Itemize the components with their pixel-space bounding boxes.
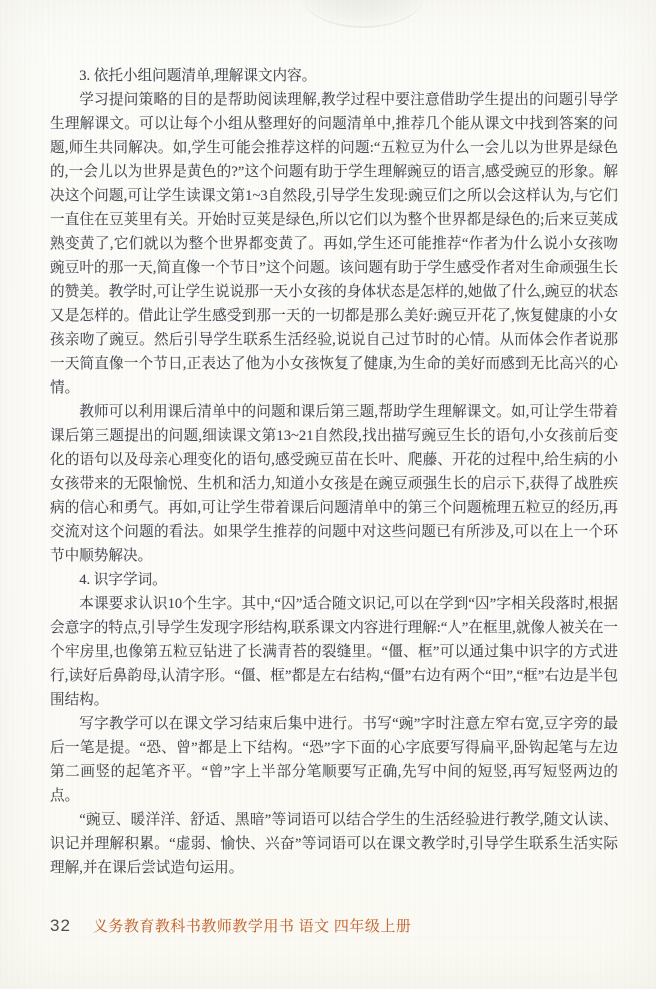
book-title: 义务教育教科书教师教学用书 语文 四年级上册 [92,919,412,935]
paragraph-character-recognition: 本课要求认识10个生字。其中,“囚”适合随文识记,可以在学到“囚”字相关段落时,根据会意字的特点,引导学生发现字形结构,联系课文内容进行理解:“人”在框里,就像人被关在一个牢房里,也像第五粒豆钻进了长满青苔的裂缝里。“僵、框”可以通过集中识字的方式进行,读好后鼻韵母,认清字形。“僵、框”都是左右结构,“僵”右边有两个“田”,“框”右边是半包围结构。 [50,596,618,708]
paragraph-writing-instruction: 写字教学可以在课文学习结束后集中进行。书写“豌”字时注意左窄右宽,豆字旁的最后一笔是提。“恐、曾”都是上下结构。“恐”字下面的心字底要写得扁平,卧钩起笔与左边第二画竖的起笔齐平。“曾”字上半部分笔顺要写正确,先写中间的短竖,再写短竖两边的点。 [50,716,618,804]
paragraph-vocabulary-teaching: “豌豆、暖洋洋、舒适、黑暗”等词语可以结合学生的生活经验进行教学,随文认读、识记并理解积累。“虚弱、愉快、兴奋”等词语可以在课文教学时,引导学生联系生活实际理解,并在课后尝试造句运用。 [50,812,618,876]
paragraph-comprehension-guidance: 学习提问策略的目的是帮助阅读理解,教学过程中要注意借助学生提出的问题引导学生理解课文。可以让每个小组从整理好的问题清单中,推荐几个能从课文中找到答案的问题,师生共同解决。如,学生可能会推荐这样的问题:“五粒豆为什么一会儿以为世界是绿色的,一会儿以为世界是黄色的?”这个问题有助于学生理解豌豆的语言,感受豌豆的形象。解决这个问题,可让学生读课文第1~3自然段,引导学生发现:豌豆们之所以会这样认为,与它们一直住在豆荚里有关。开始时豆荚是绿色,所以它们以为整个世界都是绿色的;后来豆荚成熟变黄了,它们就以为整个世界都变黄了。再如,学生还可能推荐“作者为什么说小女孩吻豌豆叶的那一天,简直像一个节日”这个问题。该问题有助于学生感受作者对生命顽强生长的赞美。教学时,可让学生说说那一天小女孩的身体状态是怎样的,她做了什么,豌豆的状态又是怎样的。借此让学生感受到那一天的一切都是那么美好:豌豆开花了,恢复健康的小女孩亲吻了豌豆。然后引导学生联系生活经验,说说自己过节时的心情。从而体会作者说那一天简直像一个节日,正表达了他为小女孩恢复了健康,为生命的美好而感到无比高兴的心情。 [50,92,618,396]
paragraph-after-class-questions: 教师可以利用课后清单中的问题和课后第三题,帮助学生理解课文。如,可让学生带着课后第三题提出的问题,细读课文第13~21自然段,找出描写豌豆生长的语句,小女孩前后变化的语句以及母亲心理变化的语句,感受豌豆苗在长叶、爬藤、开花的过程中,给生病的小女孩带来的无限愉悦、生机和活力,知道小女孩是在豌豆顽强生长的启示下,获得了战胜疾病的信心和勇气。再如,可让学生带着课后问题清单中的第三个问题梳理五粒豆的经历,再交流对这个问题的看法。如果学生推荐的问题中对这些问题已有所涉及,可以在上一个环节中顺势解决。 [50,404,618,564]
page-body-text [50,64,618,880]
page-number: 32 [50,916,71,935]
page-footer [50,915,411,936]
list-heading-item-4: 4. 识字学词。 [79,572,167,588]
list-heading-item-3: 3. 依托小组问题清单,理解课文内容。 [79,68,317,84]
